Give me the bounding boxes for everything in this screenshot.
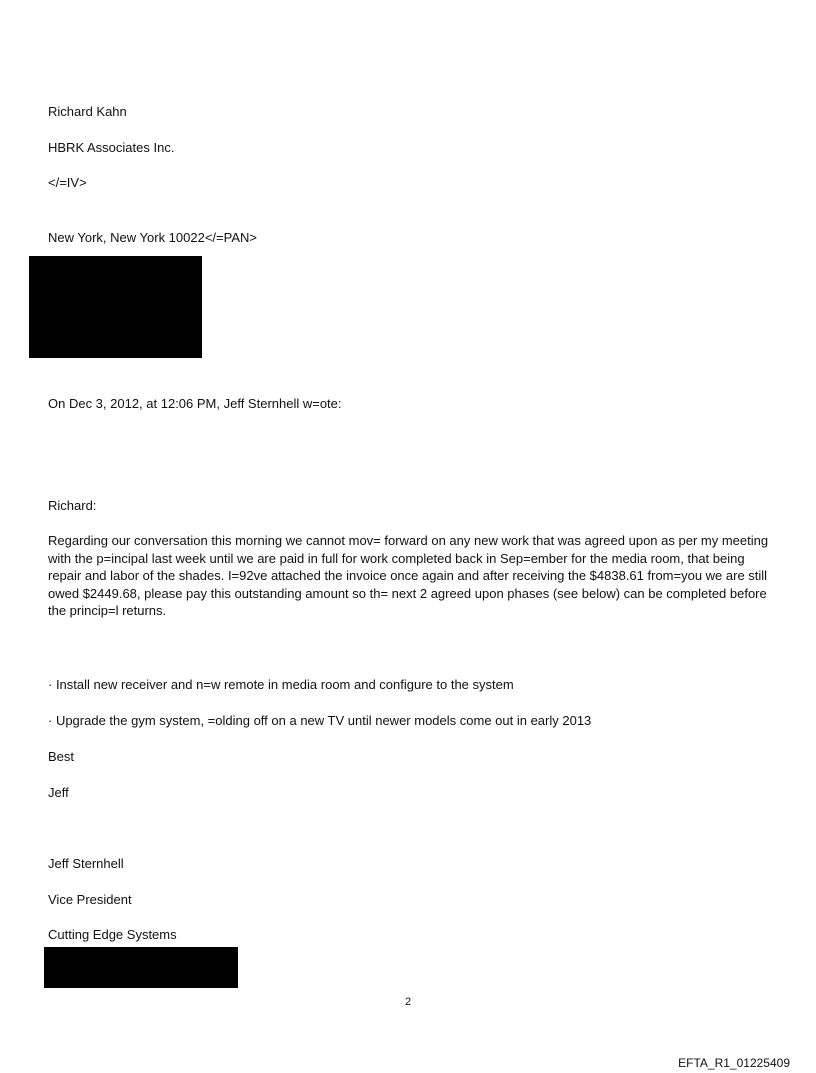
body-paragraph: Regarding our conversation this morning we cannot mov= forward on any new work that was agreed upon as per my meeting with the p=incipal last week until we are paid in full for work completed back in Sep=ember for the media room, that being repair and labor of the shades. I=92ve attached the invoice once again and after receiving the $4838.61 from=you we are still owed $2449.68, please pay this outstanding amount so th= next 2 agreed upon phases (see below) can be completed before the princip=l returns. — [48, 533, 769, 618]
document-id: EFTA_R1_01225409 — [678, 1056, 790, 1070]
signature-company: Cutting Edge Systems — [48, 927, 177, 942]
redaction-block — [44, 947, 238, 988]
recipient-company: HBRK Associates Inc. — [48, 140, 175, 155]
redaction-block — [29, 256, 202, 358]
salutation: Richard: — [48, 498, 97, 513]
recipient-name: Richard Kahn — [48, 104, 127, 119]
signature-title: Vice President — [48, 892, 132, 907]
page-number: 2 — [404, 996, 412, 1008]
sender-first-name: Jeff — [48, 785, 69, 800]
bullet-item: · Install new receiver and n=w remote in media room and configure to the system — [48, 677, 514, 692]
recipient-address: New York, New York 10022</=PAN> — [48, 230, 257, 245]
signature-name: Jeff Sternhell — [48, 856, 124, 871]
recipient-tag-line: </=IV> — [48, 175, 87, 190]
quoted-header: On Dec 3, 2012, at 12:06 PM, Jeff Sternhell w=ote: — [48, 396, 342, 411]
closing: Best — [48, 749, 75, 764]
bullet-item: · Upgrade the gym system, =olding off on a new TV until newer models come out in early 2013 — [48, 713, 592, 728]
